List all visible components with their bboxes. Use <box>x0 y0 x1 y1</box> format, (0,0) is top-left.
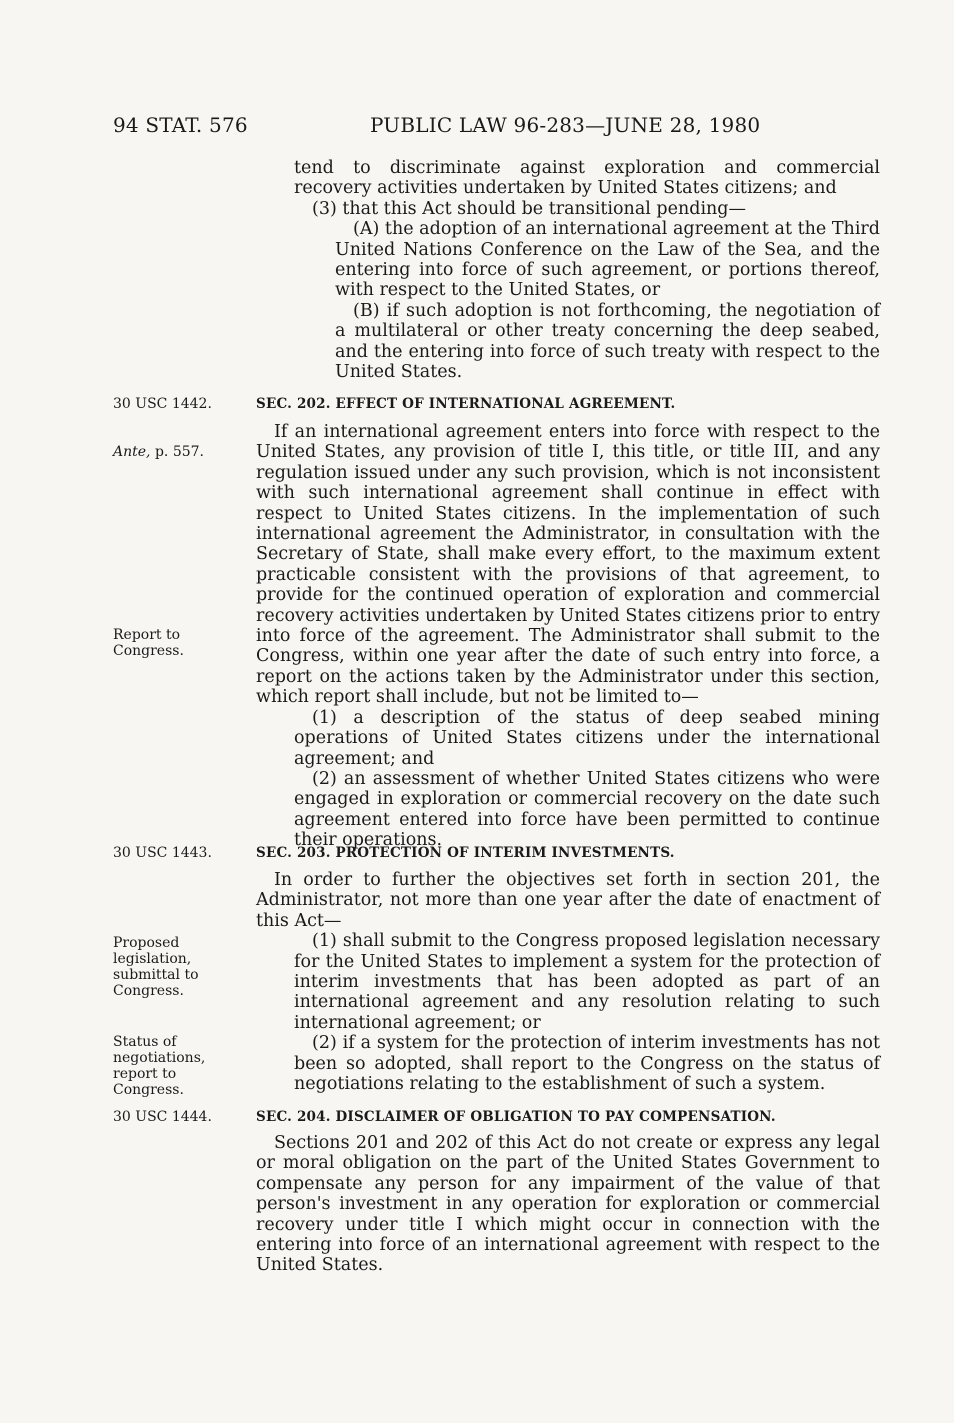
continuation-text: tend to discriminate against exploration and commercial recovery activities undertaken by United States citizens; and <box>294 158 880 199</box>
section-203-item-1: (1) shall submit to the Congress proposed legislation necessary for the United States to implement a system for the protection of interim investments that has been adopted as part of an international agreement and any resolution relating to such international agreement; or <box>294 931 880 1033</box>
section-204-body <box>256 1133 880 1276</box>
section-203-item-2: (2) if a system for the protection of interim investments has not been so adopted, shall report to the Congress on the status of negotiations relating to the establishment of such a system. <box>294 1033 880 1095</box>
running-header: PUBLIC LAW 96-283—JUNE 28, 1980 <box>370 113 761 137</box>
item-a: (A) the adoption of an international agreement at the Third United Nations Conference on the Law of the Sea, and the entering into force of such agreement, or portions thereof, with respect to the United States, or <box>335 219 880 301</box>
section-202-body <box>256 422 880 851</box>
margin-status-negotiations: Status of negotiations, report to Congress. <box>113 1034 206 1098</box>
section-202-item-1: (1) a description of the status of deep seabed mining operations of United States citizens under the international agreement; and <box>294 707 880 769</box>
continuation-block <box>256 158 880 382</box>
margin-usc-1443: 30 USC 1443. <box>113 845 212 861</box>
margin-proposed-legislation: Proposed legislation, submittal to Congress. <box>113 935 199 999</box>
item-b: (B) if such adoption is not forthcoming, the negotiation of a multilateral or other treaty concerning the deep seabed, and the entering into force of such treaty with respect to the United States. <box>335 300 880 383</box>
section-204-paragraph: Sections 201 and 202 of this Act do not create or express any legal or moral obligation on the part of the United States Government to compensate any person for any impairment of the value of that person's investment in any operation for exploration or commercial recovery under title I which might occur in connection with the entering into force of an international agreement with respect to the United States. <box>256 1133 880 1276</box>
page-number-stat: 94 STAT. 576 <box>113 113 248 137</box>
margin-usc-1442: 30 USC 1442. <box>113 396 212 412</box>
section-203-body <box>256 870 880 1094</box>
section-203-paragraph: In order to further the objectives set forth in section 201, the Administrator, not more than one year after the date of enactment of this Act— <box>256 870 880 931</box>
ante-italic: Ante, <box>113 444 151 460</box>
margin-usc-1444: 30 USC 1444. <box>113 1109 212 1125</box>
section-202-heading: SEC. 202. EFFECT OF INTERNATIONAL AGREEMENT. <box>256 396 676 412</box>
ante-page: p. 557. <box>150 444 204 460</box>
section-204-heading: SEC. 204. DISCLAIMER OF OBLIGATION TO PAY COMPENSATION. <box>256 1109 776 1125</box>
section-202-item-2: (2) an assessment of whether United States citizens who were engaged in exploration or commercial recovery on the date such agreement entered into force have been permitted to continue their operations. <box>294 768 880 851</box>
item-3: (3) that this Act should be transitional pending— <box>312 198 747 219</box>
section-202-paragraph: If an international agreement enters into force with respect to the United States, any provision of title I, this title, or title III, and any regulation issued under any such provision, which is not inconsistent with such international agreement shall continue in effect with respect to United States citizens. In the implementation of such international agreement the Administrator, in consultation with the Secretary of State, shall make every effort, to the maximum extent practicable consistent with the provisions of that agreement, to provide for the continued operation of exploration and commercial recovery activities undertaken by United States citizens prior to entry into force of the agreement. The Administrator shall submit to the Congress, within one year after the date of such entry into force, a report on the actions taken by the Administrator under this section, which report shall include, but not be limited to— <box>256 422 880 708</box>
section-203-heading: SEC. 203. PROTECTION OF INTERIM INVESTMENTS. <box>256 845 675 861</box>
margin-report-to-congress: Report to Congress. <box>113 627 184 659</box>
margin-ante-citation <box>113 444 248 460</box>
